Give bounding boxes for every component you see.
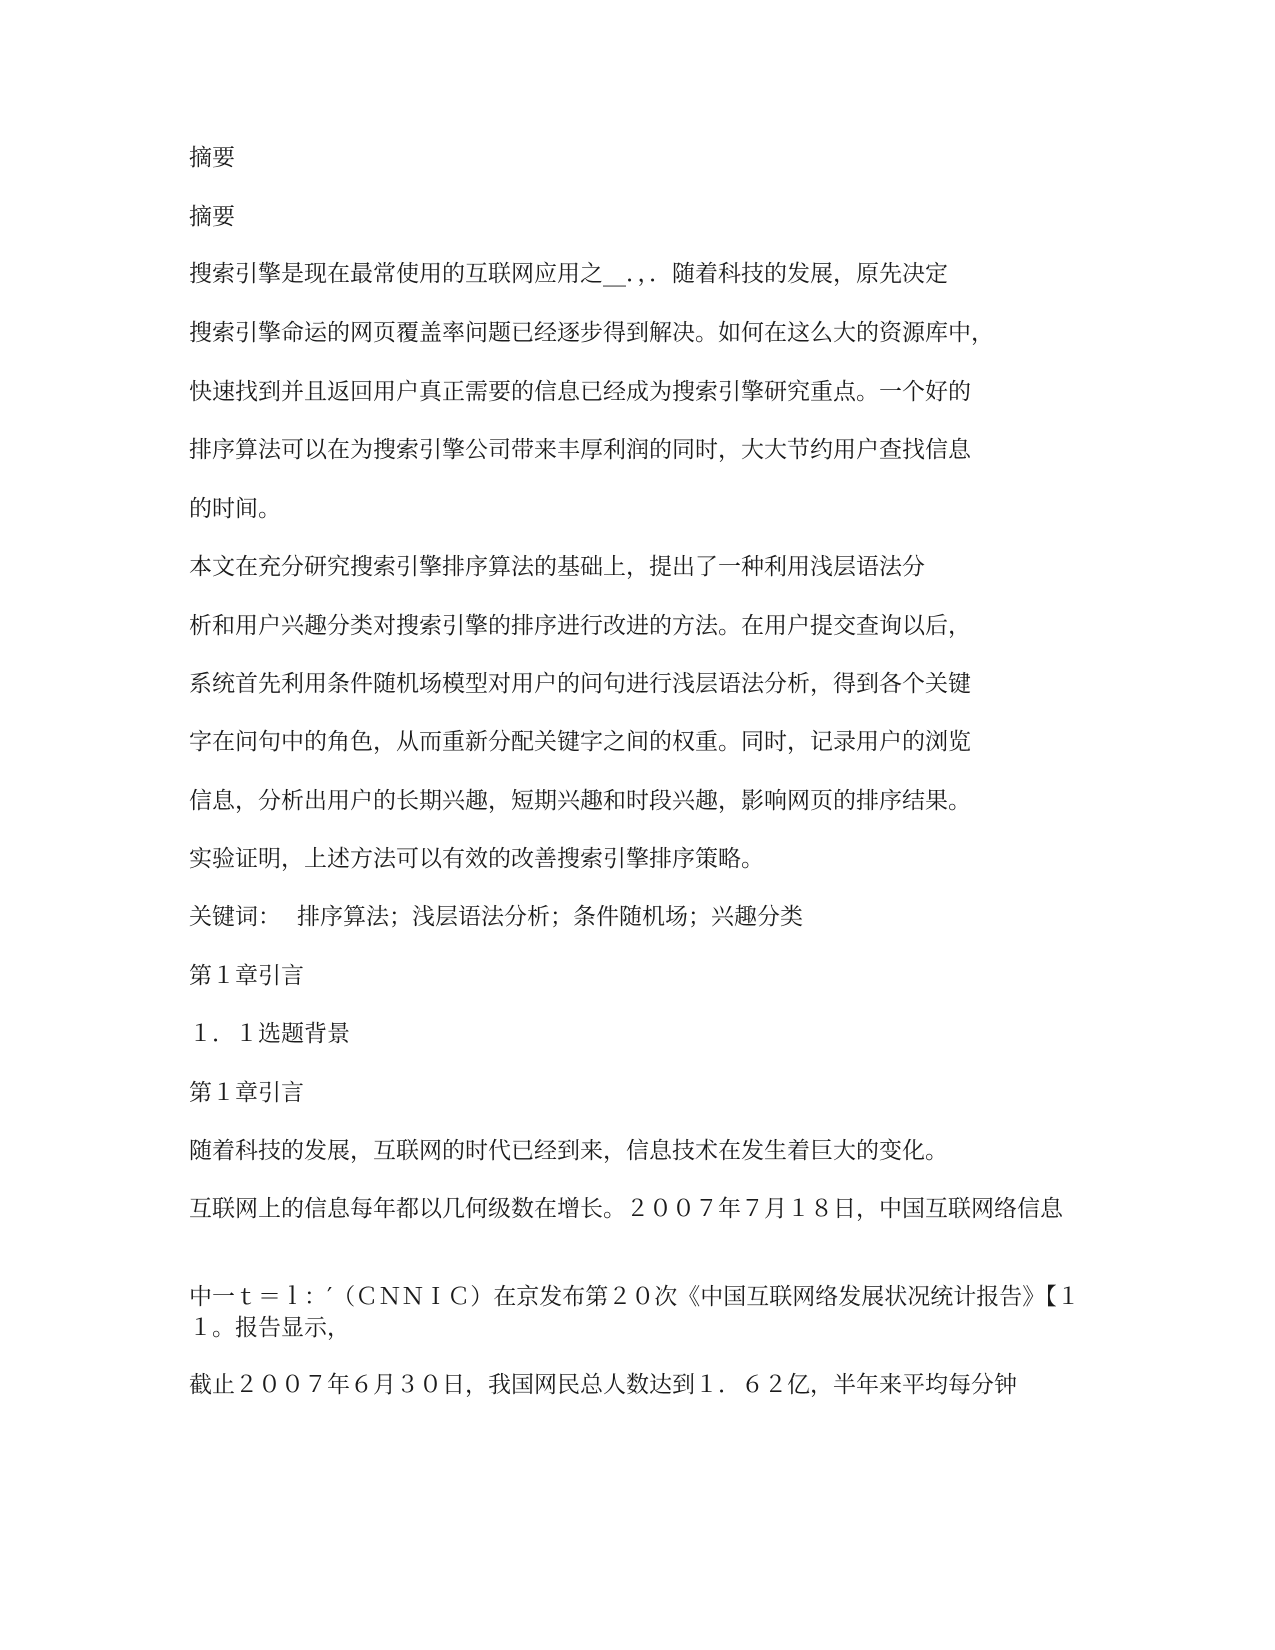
abstract-heading-repeat: 摘要 — [189, 204, 235, 230]
chapter-heading: 第１章引言 — [189, 963, 304, 989]
abstract-line: 搜索引擎是现在最常使用的互联网应用之__．，．随着科技的发展，原先决定 — [189, 261, 948, 287]
body-paragraph: 互联网上的信息每年都以几何级数在增长。２００７年７月１８日，中国互联网络信息 — [189, 1196, 1063, 1222]
body-paragraph: 中一ｔ＝ｌ：′（ＣＮＮＩＣ）在京发布第２０次《中国互联网络发展状况统计报告》【１１。报告显示， — [189, 1284, 1080, 1341]
section-heading: １．１选题背景 — [189, 1021, 350, 1047]
abstract-line: 的时间。 — [189, 496, 281, 522]
abstract-line: 搜索引擎命运的网页覆盖率问题已经逐步得到解决。如何在这么大的资源库中， — [189, 320, 994, 346]
abstract-line: 排序算法可以在为搜索引擎公司带来丰厚利润的同时，大大节约用户查找信息 — [189, 437, 971, 463]
keywords-value: 排序算法；浅层语法分析；条件随机场；兴趣分类 — [297, 904, 803, 930]
body-paragraph: 截止２００７年６月３０日，我国网民总人数达到１．６２亿，半年来平均每分钟 — [189, 1372, 1017, 1398]
abstract-line: 字在问句中的角色，从而重新分配关键字之间的权重。同时，记录用户的浏览 — [189, 729, 971, 755]
abstract-line: 信息，分析出用户的长期兴趣，短期兴趣和时段兴趣，影响网页的排序结果。 — [189, 788, 971, 814]
abstract-line: 本文在充分研究搜索引擎排序算法的基础上，提出了一种利用浅层语法分 — [189, 554, 925, 580]
abstract-line: 系统首先利用条件随机场模型对用户的问句进行浅层语法分析，得到各个关键 — [189, 671, 971, 697]
body-paragraph: 随着科技的发展，互联网的时代已经到来，信息技术在发生着巨大的变化。 — [189, 1138, 948, 1164]
chapter-heading-repeat: 第１章引言 — [189, 1080, 304, 1106]
abstract-line: 实验证明，上述方法可以有效的改善搜索引擎排序策略。 — [189, 846, 764, 872]
abstract-heading: 摘要 — [189, 145, 235, 171]
keywords-line — [189, 902, 803, 932]
abstract-line: 析和用户兴趣分类对搜索引擎的排序进行改进的方法。在用户提交查询以后， — [189, 613, 971, 639]
abstract-line: 快速找到并且返回用户真正需要的信息已经成为搜索引擎研究重点。一个好的 — [189, 379, 971, 405]
keywords-label: 关键词： — [189, 904, 281, 930]
